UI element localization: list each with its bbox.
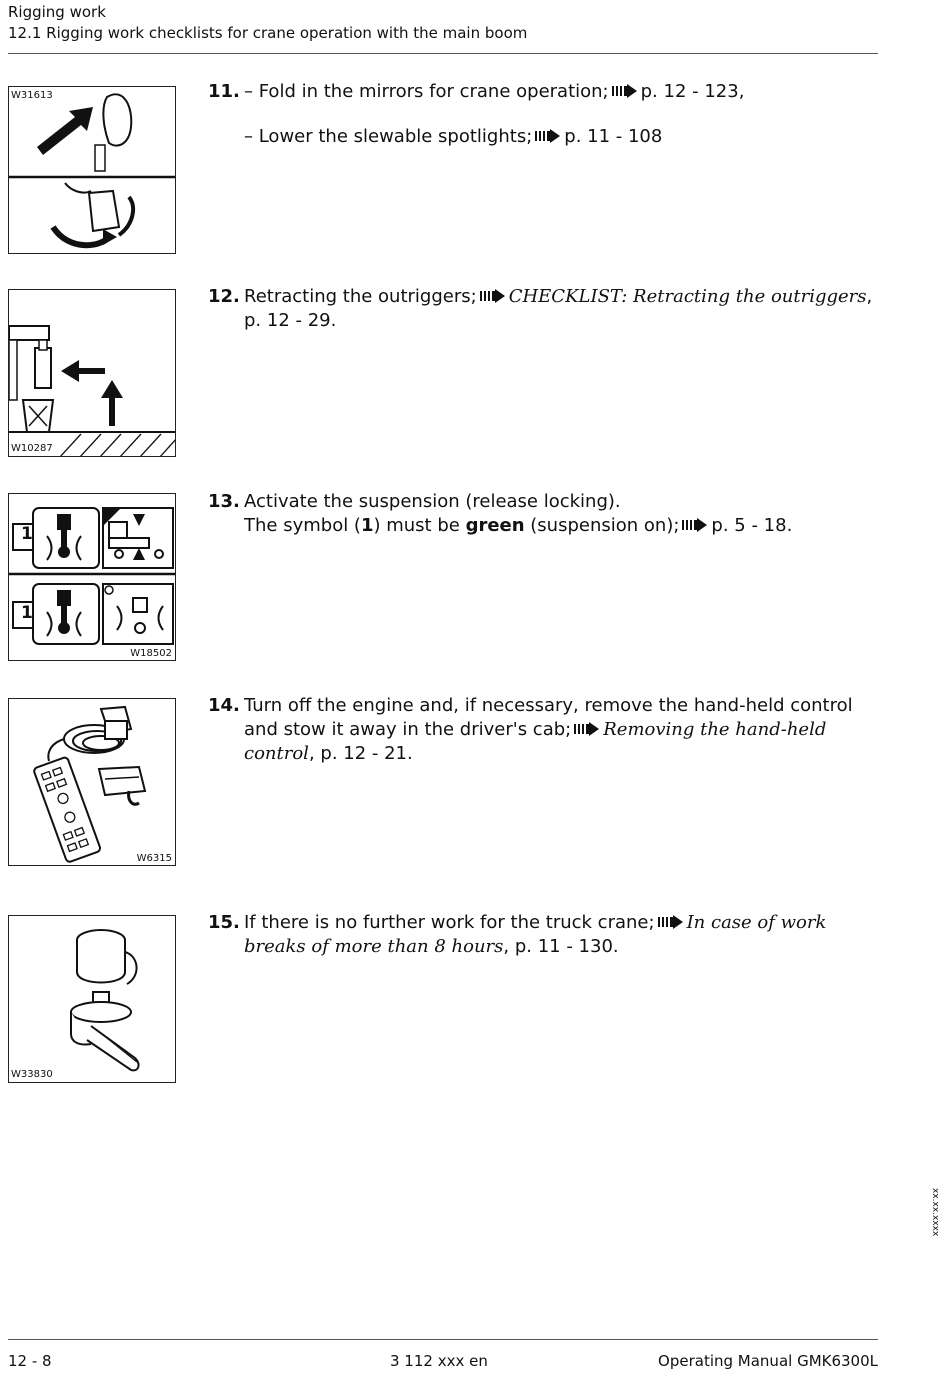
step-line: – Lower the slewable spotlights; [244,126,533,147]
step-line: – Fold in the mirrors for crane operation; [244,81,609,102]
figure-mirror [8,86,176,254]
figure-suspension [8,493,176,661]
figure-code: W6315 [136,853,172,864]
step-text [244,80,884,149]
manual-title: Operating Manual GMK6300L [658,1352,878,1370]
page-reference[interactable]: , p. 12 - 21. [308,743,413,764]
cross-reference-arrow-icon [658,915,684,929]
figure-cap [8,915,176,1083]
step-line: (suspension on); [524,515,680,536]
page-number: 12 - 8 [8,1352,52,1370]
color-emphasis: green [465,515,525,536]
cross-reference-arrow-icon [535,129,561,143]
section-reference[interactable]: In case of work breaks of more than 8 hours [244,912,827,957]
step-text [244,911,884,959]
spotlight-icon [9,916,176,1083]
step-text [244,694,884,766]
suspension-symbol-icon [9,494,176,661]
page-reference[interactable]: , p. 12 - 29. [244,286,873,331]
step-line: Retracting the outriggers; [244,286,477,307]
step-number: 12. [208,286,240,307]
figure-code: W10287 [11,443,53,454]
outrigger-retract-icon [9,290,176,457]
step-number: 15. [208,912,240,933]
section-title: 12.1 Rigging work checklists for crane operation with the main boom [8,24,528,42]
figure-code: W18502 [130,648,172,659]
side-code: xx.xx.xxxx [930,1188,940,1237]
symbol-number: 1 [360,515,374,536]
step-line: If there is no further work for the truck crane; [244,912,655,933]
footer-divider [8,1339,878,1340]
cross-reference-arrow-icon [682,518,708,532]
step-number: 14. [208,695,240,716]
header-divider [8,53,878,54]
section-reference[interactable]: Removing the hand-held control [244,719,827,764]
symbol-label-1-lower: 1 [21,603,33,623]
figure-code: W31613 [11,90,53,101]
document-number: 3 112 xxx en [390,1352,488,1370]
step-number: 13. [208,491,240,512]
mirror-fold-icon [9,87,176,254]
step-text [244,285,884,333]
page-reference[interactable]: p. 12 - 123, [640,81,745,102]
cross-reference-arrow-icon [480,289,506,303]
chapter-title: Rigging work [8,3,106,21]
step-number: 11. [208,81,240,102]
cross-reference-arrow-icon [612,84,638,98]
page-reference[interactable]: , p. 11 - 130. [503,936,619,957]
cross-reference-arrow-icon [574,722,600,736]
step-line: Activate the suspension (release locking). [244,491,621,512]
symbol-label-1: 1 [21,524,33,544]
hand-held-control-icon [9,699,176,866]
step-line: ) must be [373,515,466,536]
figure-hand-held-control [8,698,176,866]
step-line: Turn off the engine and, if necessary, remove the hand-held control and stow it away in the driver's cab; [244,695,853,740]
checklist-reference[interactable]: CHECKLIST: Retracting the outriggers [508,286,867,307]
step-text [244,490,884,538]
page-reference[interactable]: p. 11 - 108 [564,126,663,147]
figure-outriggers [8,289,176,457]
page-reference[interactable]: p. 5 - 18. [711,515,793,536]
step-line: The symbol ( [244,515,361,536]
figure-code: W33830 [11,1069,53,1080]
